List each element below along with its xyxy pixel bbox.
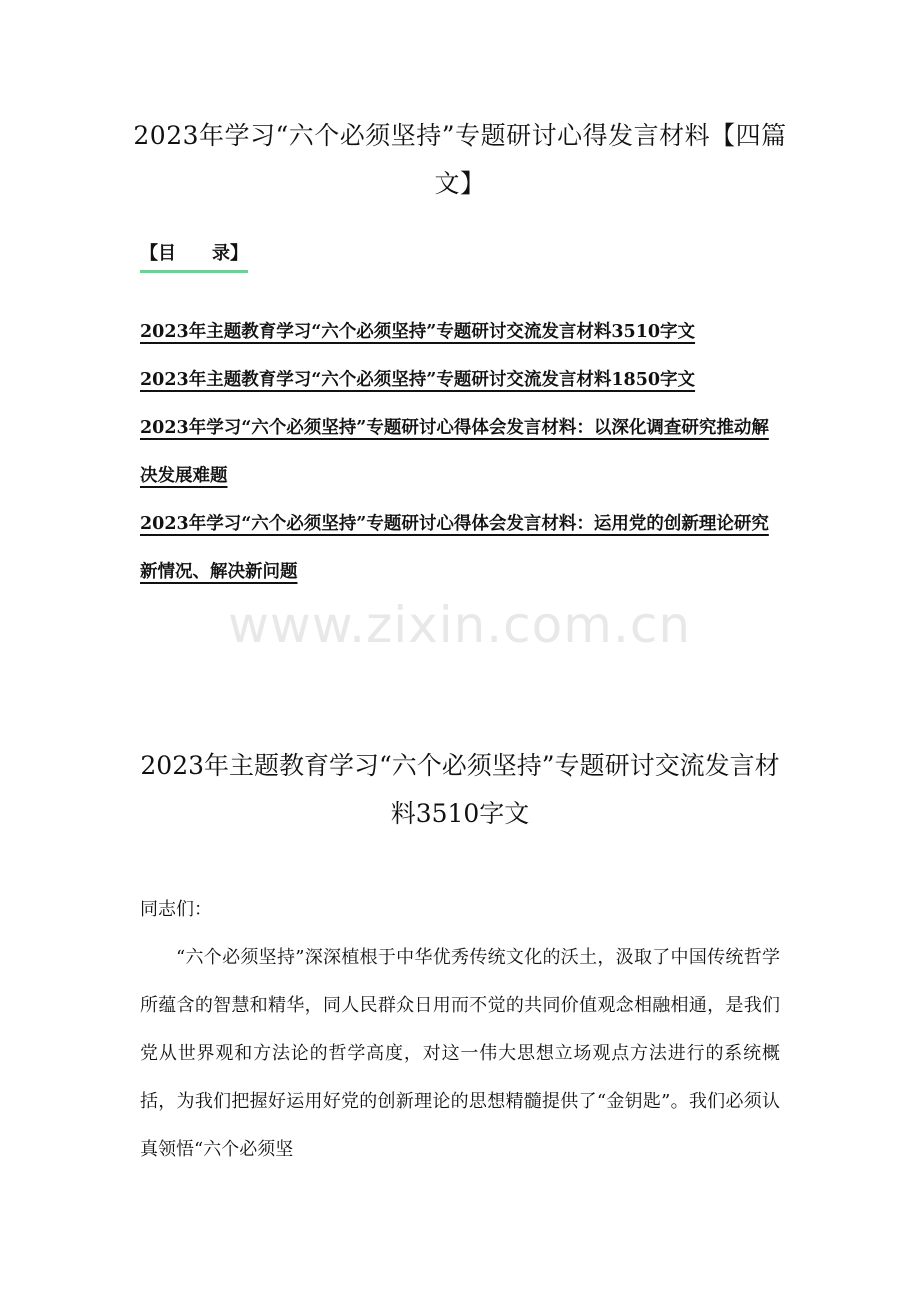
section-title: 2023年主题教育学习“六个必须坚持”专题研讨交流发言材料3510字文 [140,751,780,828]
toc-item-4[interactable]: 2023年学习“六个必须坚持”专题研讨心得体会发言材料：运用党的创新理论研究新情况、解决新问题 [140,514,769,582]
salutation: 同志们： [140,899,212,920]
body-text [140,886,780,1174]
toc-item-1[interactable]: 2023年主题教育学习“六个必须坚持”专题研讨交流发言材料3510字文 [140,322,696,342]
toc-heading: 【目 录】 [140,240,248,273]
toc-item-2[interactable]: 2023年主题教育学习“六个必须坚持”专题研讨交流发言材料1850字文 [140,370,696,390]
paragraph: “六个必须坚持”深深植根于中华优秀传统文化的沃土，汲取了中国传统哲学所蕴含的智慧和精华，同人民群众日用而不觉的共同价值观念相融相通，是我们党从世界观和方法论的哲学高度，对这一伟大思想立场观点方法进行的系统概括，为我们把握好运用好党的创新理论的思想精髓提供了“金钥匙”。我们必须认真领悟“六个必须坚 [140,947,780,1160]
watermark: www.zixin.com.cn [228,596,692,654]
table-of-contents [140,308,780,596]
toc-item-3[interactable]: 2023年学习“六个必须坚持”专题研讨心得体会发言材料：以深化调查研究推动解决发展难题 [140,418,769,486]
document-title: 2023年学习“六个必须坚持”专题研讨心得发言材料【四篇文】 [133,121,787,198]
